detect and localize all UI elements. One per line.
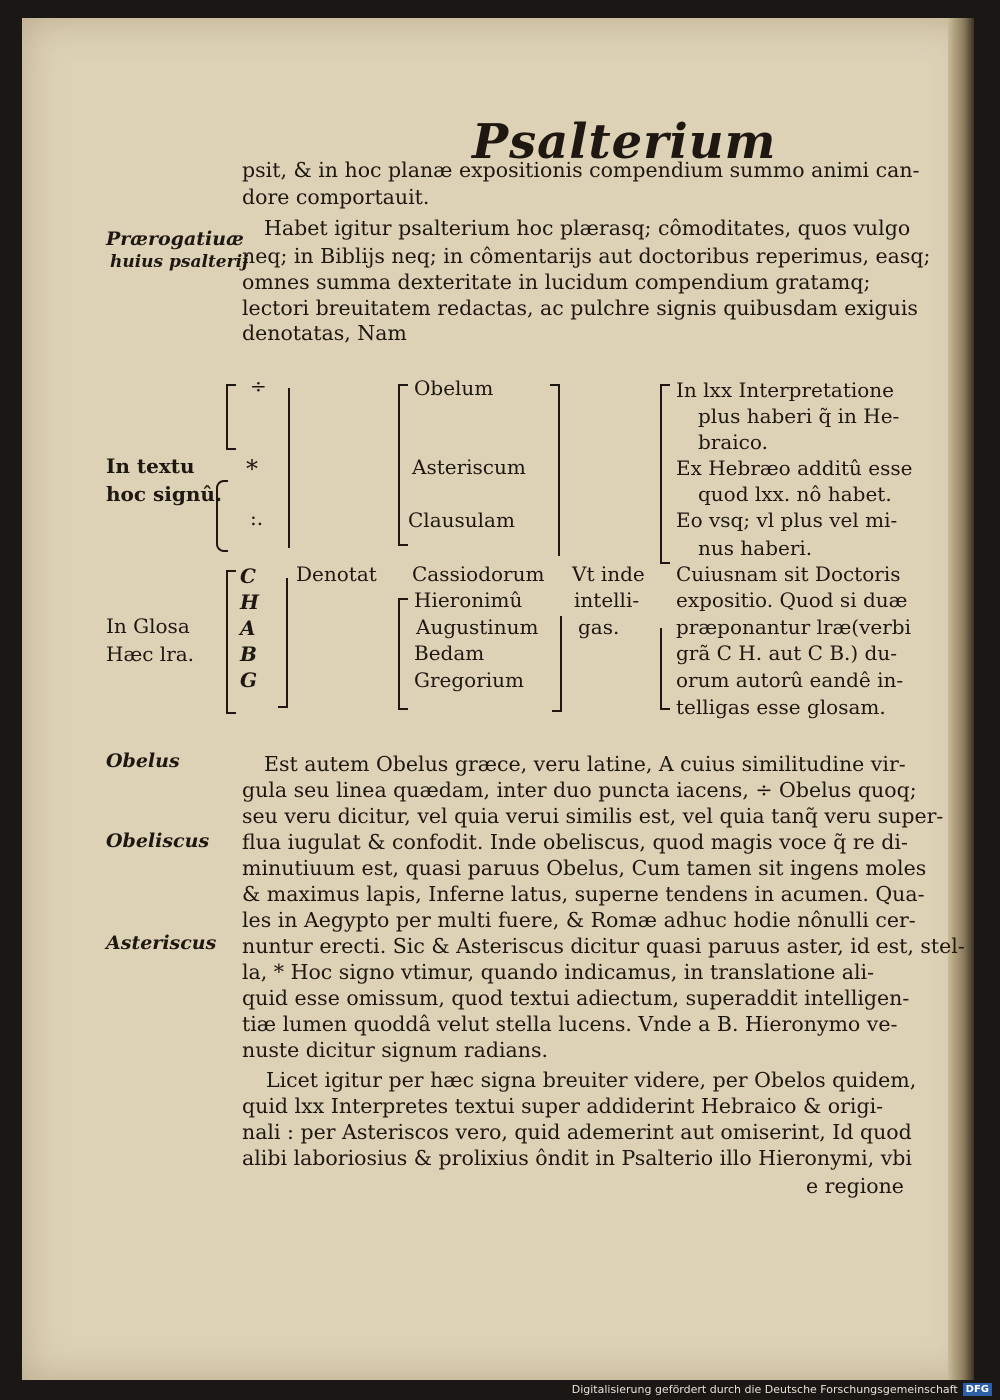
gloss-letter: A	[240, 616, 256, 640]
intro-line: lectori breuitatem redactas, ac pulchre signis quibusdam exiguis	[242, 296, 918, 320]
table-label-glosa: In Glosa	[106, 614, 190, 638]
dfg-logo: DFG	[963, 1383, 992, 1396]
vt-inde: gas.	[578, 615, 620, 639]
book-page	[22, 18, 974, 1380]
bracket	[216, 480, 228, 552]
body-line: quid esse omissum, quod textui adiectum, superaddit intelligen-	[242, 986, 910, 1010]
gloss-meaning-line: grã C H. aut C B.) du-	[676, 641, 897, 665]
intro-line: neq; in Biblijs neq; in cômentarijs aut doctoribus reperimus, easq;	[242, 244, 931, 268]
intro-line: omnes summa dexteritate in lucidum compendium gratamq;	[242, 270, 871, 294]
intro-line: psit, & in hoc planæ expositionis compendium summo animi can-	[242, 158, 920, 182]
margin-note: Prærogatiuæ	[106, 228, 244, 250]
bracket	[278, 578, 288, 708]
meaning-line: quod lxx. nô habet.	[698, 482, 892, 506]
margin-note: huius psalterij	[110, 252, 249, 272]
meaning-line: nus haberi.	[698, 536, 813, 560]
margin-note: Asteriscus	[106, 932, 217, 954]
bracket	[398, 598, 408, 710]
author: Augustinum	[416, 615, 539, 639]
page-edge	[948, 18, 974, 1380]
body-line: la, * Hoc signo vtimur, quando indicamus, in translatione ali-	[242, 960, 875, 984]
author: Cassiodorum	[412, 562, 545, 586]
body-line: nuste dicitur signum radians.	[242, 1038, 549, 1062]
gloss-meaning-line: expositio. Quod si duæ	[676, 588, 908, 612]
bracket	[660, 628, 670, 710]
table-label-glosa: Hæc lra.	[106, 642, 195, 666]
bracket	[550, 384, 560, 556]
gloss-letter: C	[240, 564, 256, 588]
intro-line: denotatas, Nam	[242, 321, 407, 345]
gloss-meaning-line: telligas esse glosam.	[676, 695, 886, 719]
gloss-letter: G	[240, 668, 258, 692]
intro-line: dore comportauit.	[242, 185, 430, 209]
footer-text: Digitalisierung gefördert durch die Deutsche Forschungsgemeinschaft	[571, 1383, 958, 1396]
margin-note: Obeliscus	[106, 830, 210, 852]
meaning-line: Eo vsq; vl plus vel mi-	[676, 508, 898, 532]
bracket	[660, 384, 670, 564]
bracket	[226, 384, 236, 450]
denotat-label: Denotat	[296, 562, 377, 586]
body-line: les in Aegypto per multi fuere, & Romæ adhuc hodie nônulli cer-	[242, 908, 916, 932]
body-line: alibi laboriosius & prolixius ôndit in Psalterio illo Hieronymi, vbi	[242, 1146, 912, 1170]
vt-inde: intelli-	[574, 588, 640, 612]
body-line: nali : per Asteriscos vero, quid ademerint aut omiserint, Id quod	[242, 1120, 912, 1144]
bracket	[398, 384, 408, 546]
table-label-text: hoc signû.	[106, 482, 222, 506]
author: Bedam	[414, 641, 485, 665]
margin-note: Obelus	[106, 750, 180, 772]
vt-inde: Vt inde	[572, 562, 645, 586]
term: Asteriscum	[412, 455, 526, 479]
body-line: seu veru dicitur, vel quia verui similis est, vel quia tanq̃ veru super-	[242, 804, 944, 828]
gloss-letter: B	[240, 642, 257, 666]
body-line: & maximus lapis, Inferne latus, superne tendens in acumen. Qua-	[242, 882, 925, 906]
body-line: tiæ lumen quoddâ velut stella lucens. Vnde a B. Hieronymo ve-	[242, 1012, 898, 1036]
bracket	[226, 570, 236, 714]
bracket	[552, 616, 562, 712]
gloss-meaning-line: Cuiusnam sit Doctoris	[676, 562, 901, 586]
bracket	[280, 388, 290, 548]
table-label-text: In textu	[106, 454, 195, 478]
author: Gregorium	[414, 668, 525, 692]
meaning-line: braico.	[698, 430, 768, 454]
body-line: flua iugulat & confodit. Inde obeliscus, quod magis voce q̃ re di-	[242, 830, 908, 854]
body-line: gula seu linea quædam, inter duo puncta iacens, ÷ Obelus quoq;	[242, 778, 917, 802]
sign-obelus: ÷	[250, 374, 267, 398]
body-line: nuntur erecti. Sic & Asteriscus dicitur quasi paruus aster, id est, stel-	[242, 934, 965, 958]
body-line: Est autem Obelus græce, veru latine, A cuius similitudine vir-	[264, 752, 906, 776]
term: Obelum	[414, 376, 494, 400]
meaning-line: Ex Hebræo additû esse	[676, 456, 913, 480]
digitization-footer	[572, 1383, 992, 1396]
page-title: Psalterium	[472, 114, 777, 170]
sign-clausula: :.	[250, 506, 264, 530]
intro-line: Habet igitur psalterium hoc plærasq; cômoditates, quos vulgo	[264, 216, 911, 240]
gloss-letter: H	[240, 590, 259, 614]
author: Hieronimû	[414, 588, 523, 612]
body-line: Licet igitur per hæc signa breuiter videre, per Obelos quidem,	[266, 1068, 917, 1092]
body-line: quid lxx Interpretes textui super addiderint Hebraico & origi-	[242, 1094, 884, 1118]
meaning-line: In lxx Interpretatione	[676, 378, 895, 402]
gloss-meaning-line: præponantur lræ(verbi	[676, 615, 911, 639]
sign-asterisk: *	[246, 455, 258, 483]
catchword: e regione	[806, 1174, 904, 1198]
gloss-meaning-line: orum autorû eandê in-	[676, 668, 904, 692]
term: Clausulam	[408, 508, 515, 532]
meaning-line: plus haberi q̃ in He-	[698, 404, 900, 428]
body-line: minutiuum est, quasi paruus Obelus, Cum tamen sit ingens moles	[242, 856, 927, 880]
